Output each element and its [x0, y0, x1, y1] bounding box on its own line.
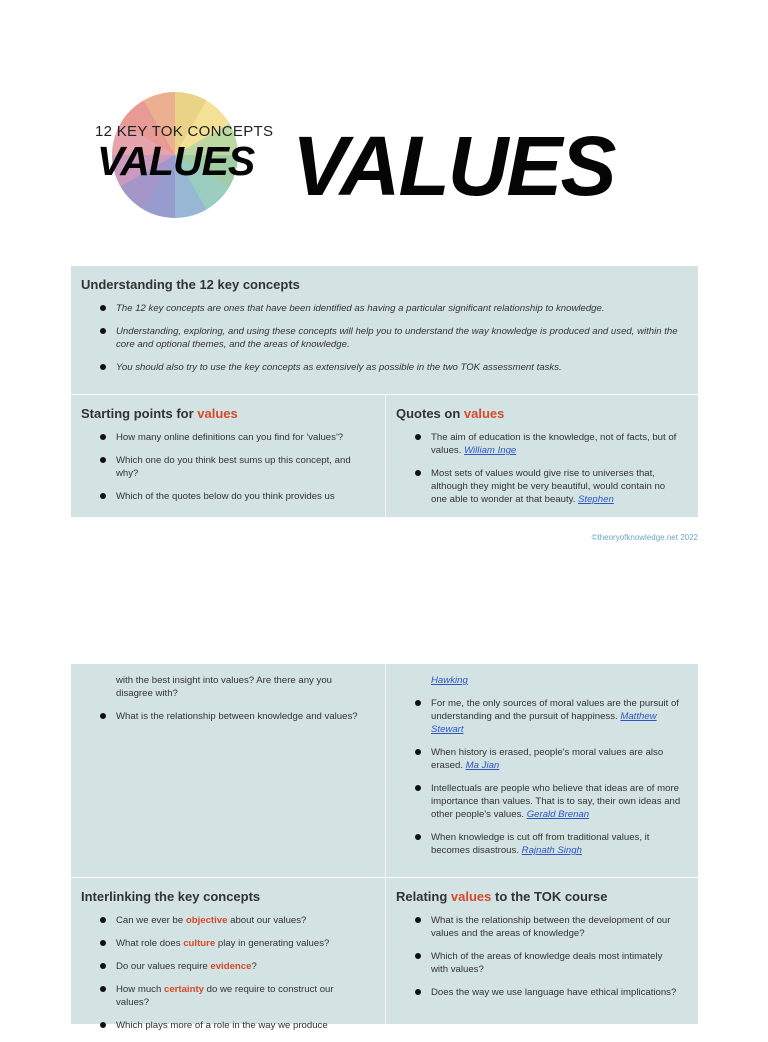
list-item: Which of the quotes below do you think provides us: [81, 490, 366, 503]
starting-points-list: [81, 431, 366, 513]
quote-item: [396, 782, 681, 821]
quote-item-continued: [396, 674, 681, 687]
title-text: Relating: [396, 889, 451, 904]
relating-list: [396, 914, 681, 1009]
list-item: What is the relationship between the development of our values and the areas of knowledge?: [396, 914, 681, 940]
logo-word: VALUES: [97, 138, 255, 184]
quotes-panel: [385, 395, 699, 517]
item-text: How much: [116, 984, 164, 995]
item-text: What role does: [116, 938, 184, 949]
logo-kicker: 12 KEY TOK CONCEPTS: [95, 123, 274, 140]
quote-author-link[interactable]: William Inge: [464, 445, 517, 456]
title-text: to the TOK course: [491, 889, 608, 904]
title-keyword: values: [450, 889, 492, 904]
list-item: [81, 937, 366, 950]
interlinking-title: Interlinking the key concepts: [81, 889, 261, 904]
quotes-panel-continued: [385, 664, 699, 877]
list-item: Which one do you think best sums up this concept, and why?: [81, 454, 366, 480]
list-item: What is the relationship between knowledge and values?: [81, 710, 366, 723]
item-text: about our values?: [227, 915, 307, 926]
title-keyword: values: [197, 406, 238, 421]
understanding-list: [81, 302, 681, 384]
starting-points-panel-continued: [71, 664, 384, 877]
list-item: [81, 960, 366, 973]
quote-text: Most sets of values would give rise to universes that, although they might be very beautiful, would contain no one able to wonder at that beauty.: [431, 468, 666, 505]
starting-quotes-box-continued: [71, 664, 698, 877]
item-text: ?: [251, 961, 257, 972]
item-text: Can we ever be: [116, 915, 186, 926]
list-item: You should also try to use the key concepts as extensively as possible in the two TOK assessment tasks.: [81, 361, 681, 374]
quote-item: [396, 746, 681, 772]
list-item: Does the way we use language have ethical implications?: [396, 986, 681, 999]
interlinking-panel: [71, 878, 384, 1031]
title-text: Starting points for: [81, 406, 198, 421]
quotes-title: [396, 406, 504, 421]
list-item-continued: with the best insight into values? Are there any you disagree with?: [116, 675, 332, 699]
quote-author-link[interactable]: Ma Jian: [465, 760, 500, 771]
quote-text: Intellectuals are people who believe that ideas are of more importance than values. That is to say, their own ideas and other people's values.: [431, 783, 681, 820]
list-item: The 12 key concepts are ones that have been identified as having a particular significant relationship to knowledge.: [81, 302, 681, 315]
item-text: Which plays more of a role in the way we produce: [116, 1020, 328, 1031]
list-item: Understanding, exploring, and using these concepts will help you to understand the way knowledge is produced and used, within the core and optional themes, and the areas of knowledge.: [81, 325, 681, 351]
starting-points-list-continued: [81, 674, 366, 733]
quotes-list-continued: [396, 674, 681, 867]
list-item: [81, 983, 366, 1009]
list-item: [81, 914, 366, 927]
quote-author-link[interactable]: Rajnath Singh: [521, 845, 582, 856]
item-keyword: evidence: [210, 961, 252, 972]
interlinking-relating-box: [71, 878, 698, 1031]
quote-text: When history is erased, people's moral values are also erased.: [431, 747, 664, 771]
quote-item: [396, 697, 681, 736]
quotes-list: [396, 431, 681, 516]
interlinking-list: [81, 914, 366, 1042]
copyright: ©theoryofknowledge.net 2022: [591, 533, 698, 542]
understanding-title: Understanding the 12 key concepts: [81, 277, 300, 292]
item-keyword: culture: [183, 938, 216, 949]
quote-author-link[interactable]: Matthew Stewart: [431, 711, 657, 735]
quote-item: [396, 467, 681, 506]
item-keyword: certainty: [163, 984, 204, 995]
item-text: do we require to construct our values?: [116, 984, 334, 1008]
quote-author-link[interactable]: Gerald Brenan: [526, 809, 590, 820]
starting-points-title: [81, 406, 238, 421]
relating-panel: [385, 878, 699, 1024]
quote-author-link[interactable]: Stephen: [578, 494, 614, 505]
quote-text: The aim of education is the knowledge, not of facts, but of values.: [431, 432, 677, 456]
quote-item: [396, 831, 681, 857]
header: [0, 0, 768, 240]
list-item: Which of the areas of knowledge deals most intimately with values?: [396, 950, 681, 976]
quote-author-link[interactable]: Hawking: [431, 675, 468, 686]
starting-quotes-box: [71, 395, 698, 517]
title-keyword: values: [463, 406, 505, 421]
quote-text: For me, the only sources of moral values are the pursuit of understanding and the pursuit of happiness.: [431, 698, 679, 722]
item-text: play in generating values?: [215, 938, 330, 949]
item-keyword: objective: [185, 915, 228, 926]
list-item: How many online definitions can you find for 'values'?: [81, 431, 366, 444]
title-text: Quotes on: [396, 406, 464, 421]
understanding-box: [71, 266, 698, 394]
relating-title: [396, 889, 607, 904]
quote-item: [396, 431, 681, 457]
list-item: [81, 1019, 366, 1032]
quote-text: When knowledge is cut off from traditional values, it becomes disastrous.: [431, 832, 650, 856]
item-text: Do our values require: [116, 961, 211, 972]
starting-points-panel: [71, 395, 384, 517]
page-title: VALUES: [292, 119, 615, 213]
